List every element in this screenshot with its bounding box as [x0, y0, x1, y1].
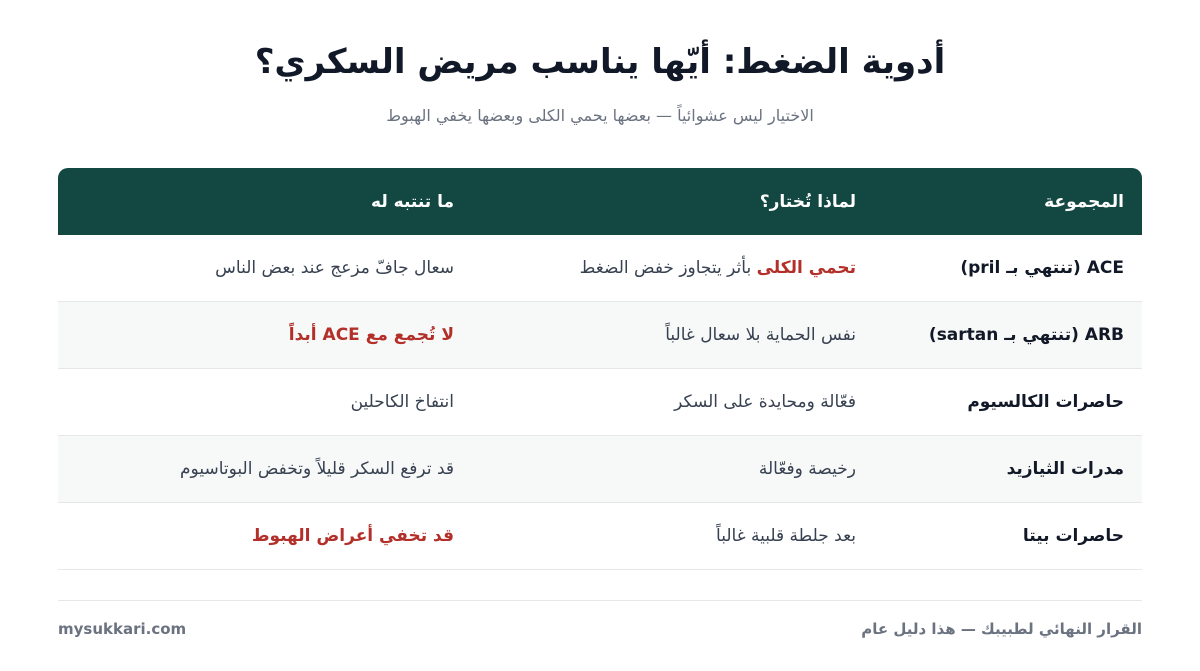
table-row: [58, 436, 1142, 503]
group-label: ACE (تنتهي بـ pril): [960, 258, 1124, 278]
footer-disclaimer: القرار النهائي لطبيبك — هذا دليل عام: [861, 620, 1142, 638]
why-cell: [454, 258, 856, 278]
caution-cell: [58, 392, 454, 412]
caution-cell: [58, 258, 454, 278]
why-text: رخيصة وفعّالة: [758, 459, 856, 479]
group-cell: [856, 526, 1142, 546]
caution-text: قد ترفع السكر قليلاً وتخفض البوتاسيوم: [180, 459, 454, 479]
group-cell: [856, 258, 1142, 278]
why-cell: [454, 325, 856, 345]
table-row: [58, 235, 1142, 302]
caution-text: سعال جافّ مزعج عند بعض الناس: [215, 258, 454, 278]
group-cell: [856, 325, 1142, 345]
footer-divider: [58, 600, 1142, 601]
group-cell: [856, 459, 1142, 479]
why-cell: [454, 459, 856, 479]
caution-warning: لا تُجمع مع ACE أبداً: [288, 325, 454, 345]
caution-cell: [58, 325, 454, 345]
group-label: حاصرات بيتا: [1022, 526, 1124, 546]
caution-warning: قد تخفي أعراض الهبوط: [251, 526, 454, 546]
why-highlight: تحمي الكلى: [756, 258, 856, 278]
column-header-caution: ما تنتبه له: [371, 191, 454, 212]
medication-table: [58, 168, 1142, 570]
column-header-why: لماذا تُختار؟: [759, 191, 856, 212]
table-row: [58, 369, 1142, 436]
page-title: أدوية الضغط: أيّها يناسب مريض السكري؟: [254, 42, 946, 82]
group-label: حاصرات الكالسيوم: [967, 392, 1124, 412]
why-text: فعّالة ومحايدة على السكر: [674, 392, 856, 412]
table-header: [58, 168, 1142, 235]
table-row: [58, 302, 1142, 369]
group-cell: [856, 392, 1142, 412]
caution-cell: [58, 526, 454, 546]
page-subtitle: الاختيار ليس عشوائياً — بعضها يحمي الكلى وبعضها يخفي الهبوط: [386, 106, 814, 125]
caution-cell: [58, 459, 454, 479]
caution-text: انتفاخ الكاحلين: [350, 392, 454, 412]
group-label: مدرات الثيازيد: [1006, 459, 1124, 479]
group-label: ARB (تنتهي بـ sartan): [928, 325, 1124, 345]
why-text: بأثر يتجاوز خفض الضغط: [579, 258, 757, 278]
why-text: بعد جلطة قلبية غالباً: [716, 526, 856, 546]
column-header-group: المجموعة: [1044, 191, 1124, 212]
why-cell: [454, 526, 856, 546]
table-row: [58, 503, 1142, 570]
why-text: نفس الحماية بلا سعال غالباً: [665, 325, 856, 345]
why-cell: [454, 392, 856, 412]
footer-site-link[interactable]: mysukkari.com: [58, 620, 187, 638]
